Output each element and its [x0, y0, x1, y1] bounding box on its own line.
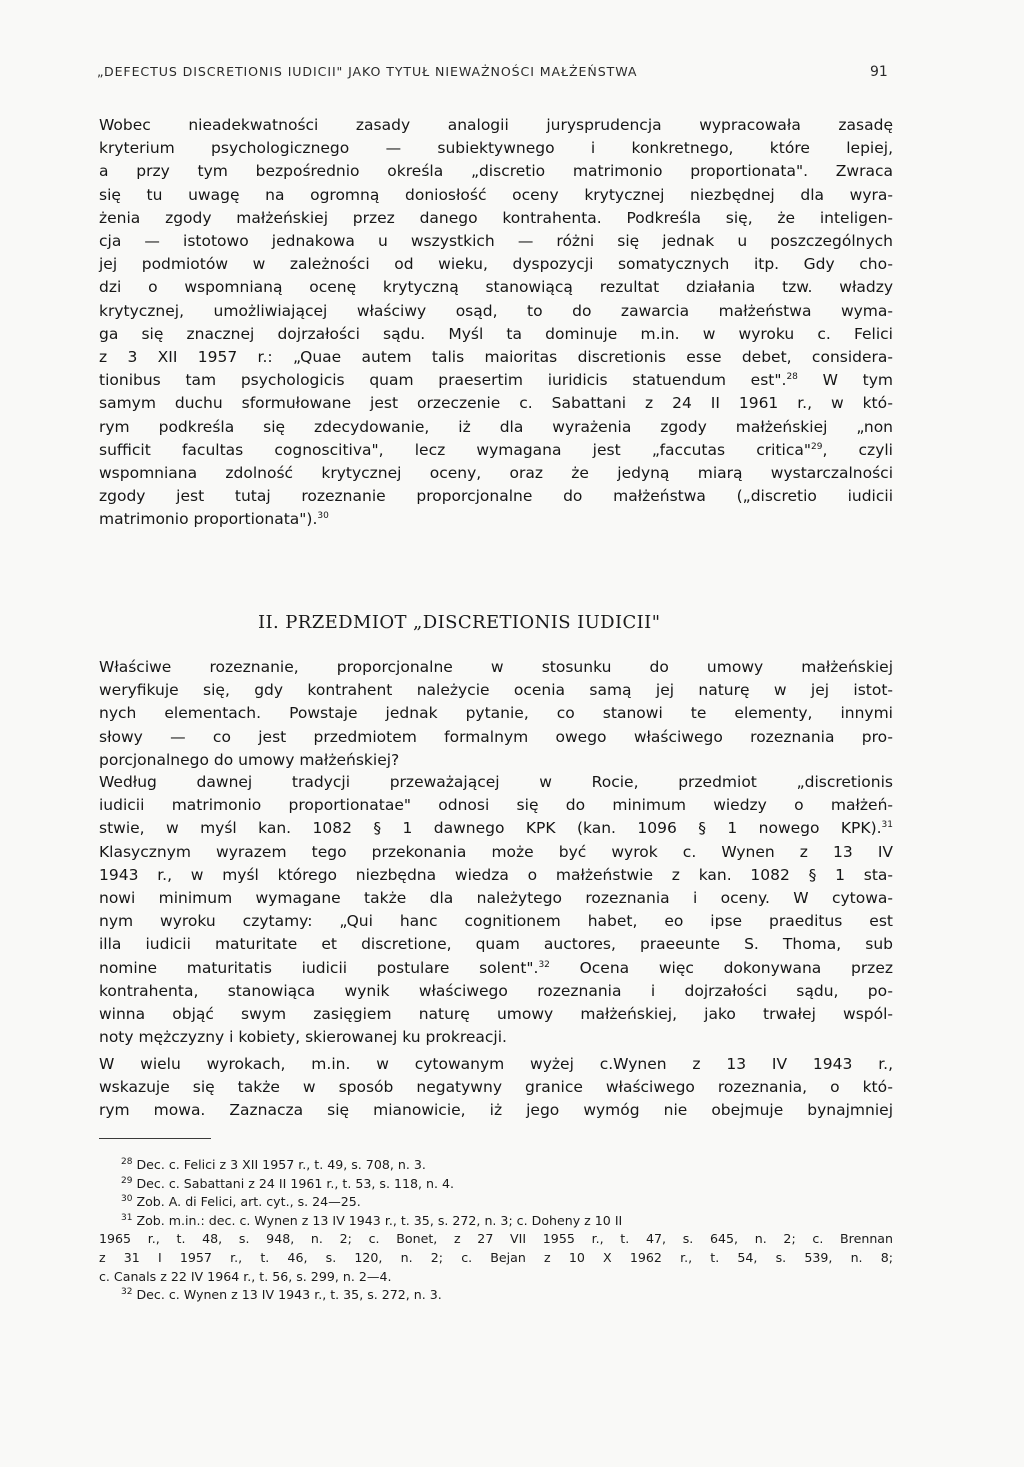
text-line: Właściwe rozeznanie, proporcjonalne w stosunku do umowy małżeńskiej [99, 658, 893, 676]
footnote-text: Dec. c. Felici z 3 XII 1957 r., t. 49, s. 708, n. 3. [132, 1157, 426, 1172]
text-line-part: matrimonio proportionata"). [99, 510, 318, 529]
section-heading: II. PRZEDMIOT „DISCRETIONIS IUDICII" [258, 612, 661, 633]
text-line: rym mowa. Zaznacza się mianowicie, iż jego wymóg nie obejmuje bynajmniej [99, 1101, 893, 1120]
text-line-part: stwie, w myśl kan. 1082 § 1 dawnego KPK (kan. 1096 § 1 nowego KPK). [99, 819, 882, 838]
text-line: ga się znacznej dojrzałości sądu. Myśl ta dominuje m.in. w wyroku c. Felici [99, 324, 893, 343]
text-line [99, 508, 893, 531]
text-line: z 3 XII 1957 r.: „Quae autem talis maioritas discretionis esse debet, considera- [99, 348, 893, 367]
footnote-31-continuation: z 31 I 1957 r., t. 46, s. 120, n. 2; c. Bejan z 10 X 1962 r., t. 54, s. 539, n. 8; [99, 1249, 893, 1265]
footnote-text: Zob. A. di Felici, art. cyt., s. 24—25. [132, 1194, 361, 1210]
text-line: Klasycznym wyrazem tego przekonania może być wyrok c. Wynen z 13 IV [99, 842, 893, 861]
running-head: „DEFECTUS DISCRETIONIS IUDICII" JAKO TYTUŁ NIEWAŻNOŚCI MAŁŻEŃSTWA [97, 64, 638, 79]
footnote-ref-31: 31 [881, 820, 893, 831]
text-line: żenia zgody małżeńskiej przez danego kontrahenta. Podkreśla się, że inteligen- [99, 208, 893, 227]
footnote-ref-32: 32 [538, 959, 550, 970]
text-line: cja — istotowo jednakowa u wszystkich — różni się jednak u poszczególnych [99, 232, 893, 251]
text-line: się tu uwagę na ogromną doniosłość oceny krytycznej niezbędnej dla wyra- [99, 185, 893, 204]
text-line-part: nomine maturitatis iudicii postulare solent". [99, 958, 539, 977]
footnote-number: 28 [121, 1156, 133, 1167]
text-line: wskazuje się także w sposób negatywny granice właściwego rozeznania, o któ- [99, 1078, 893, 1097]
footnote-text: Dec. c. Sabattani z 24 II 1961 r., t. 53, s. 118, n. 4. [132, 1175, 455, 1191]
text-line: noty mężczyzny i kobiety, skierowanej ku prokreacji. [99, 1028, 507, 1047]
footnote-number: 30 [121, 1194, 133, 1204]
footnote-ref-29: 29 [810, 441, 823, 452]
text-line: rym podkreśla się zdecydowanie, iż dla wyrażenia zgody małżeńskiej „non [99, 417, 893, 436]
footnote-number: 29 [121, 1175, 133, 1186]
footnote-31-continuation: c. Canals z 22 IV 1964 r., t. 56, s. 299, n. 2—4. [99, 1268, 392, 1284]
text-line: kontrahenta, stanowiąca wynik właściwego rozeznania i dojrzałości sądu, po- [99, 981, 893, 1000]
text-line: słowy — co jest przedmiotem formalnym owego właściwego rozeznania pro- [99, 727, 893, 746]
footnote-32 [99, 1286, 893, 1305]
text-line: zgody jest tutaj rozeznanie proporcjonalne do małżeństwa („discretio iudicii [99, 487, 893, 506]
text-line-part: Ocena więc dokonywana przez [549, 958, 893, 977]
footnote-31-continuation: 1965 r., t. 48, s. 948, n. 2; c. Bonet, z 27 VII 1955 r., t. 47, s. 645, n. 2; c. Brennan [99, 1231, 893, 1247]
footnote-29 [99, 1175, 893, 1194]
text-line: wspomniana zdolność krytycznej oceny, oraz że jedyną miarą wystarczalności [99, 464, 893, 483]
text-line: Według dawnej tradycji przeważającej w Rocie, przedmiot „discretionis [99, 773, 893, 791]
text-line: jej podmiotów w zależności od wieku, dyspozycji somatycznych itp. Gdy cho- [99, 255, 893, 274]
text-line-part: sufficit facultas cognoscitiva", lecz wymagana jest „faccutas critica" [99, 440, 811, 459]
text-line [99, 957, 893, 980]
footnote-31 [99, 1212, 893, 1231]
paragraph-1 [99, 114, 893, 532]
paragraph-3 [99, 771, 893, 1049]
text-line: dzi o wspomnianą ocenę krytyczną stanowiącą rezultat działania tzw. władzy [99, 278, 893, 297]
footnote-28 [99, 1156, 893, 1175]
text-line: weryfikuje się, gdy kontrahent należycie ocenia samą jej naturę w jej istot- [99, 681, 893, 700]
footnote-divider [99, 1138, 211, 1139]
footnote-text: Zob. m.in.: dec. c. Wynen z 13 IV 1943 r., t. 35, s. 272, n. 3; c. Doheny z 10 II [132, 1212, 623, 1228]
text-line: nym wyroku czytamy: „Qui hanc cognitionem habet, eo ipse praeditus est [99, 912, 893, 931]
text-line: nych elementach. Powstaje jednak pytanie, co stanowi te elementy, innymi [99, 704, 893, 723]
footnote-ref-28: 28 [786, 372, 798, 383]
footnote-text: Dec. c. Wynen z 13 IV 1943 r., t. 35, s. 272, n. 3. [132, 1287, 442, 1303]
text-line: illa iudicii maturitate et discretione, quam auctores, praeeunte S. Thoma, sub [99, 935, 893, 954]
text-line: samym duchu sformułowane jest orzeczenie c. Sabattani z 24 II 1961 r., w któ- [99, 394, 893, 413]
text-line: krytycznej, umożliwiającej właściwy osąd, to do zawarcia małżeństwa wyma- [99, 301, 893, 320]
footnote-ref-30: 30 [317, 511, 329, 522]
footnote-30 [99, 1193, 893, 1212]
footnote-number: 32 [121, 1286, 133, 1297]
page-number: 91 [870, 64, 888, 80]
text-line [99, 439, 893, 462]
text-line: Wobec nieadekwatności zasady analogii jurysprudencja wypracowała zasadę [99, 116, 893, 134]
text-line [99, 817, 893, 840]
text-line-part: tionibus tam psychologicis quam praesertim iuridicis statuendum est". [99, 371, 787, 390]
text-line-part: W tym [797, 371, 893, 390]
text-line: porcjonalnego do umowy małżeńskiej? [99, 750, 400, 769]
text-line: W wielu wyrokach, m.in. w cytowanym wyżej c.Wynen z 13 IV 1943 r., [99, 1055, 893, 1073]
text-line: a przy tym bezpośrednio określa „discretio matrimonio proportionata". Zwraca [99, 162, 893, 181]
text-line-part: , czyli [822, 440, 893, 459]
text-line: nowi minimum wymagane także dla należytego rozeznania i oceny. W cytowa- [99, 889, 893, 908]
paragraph-2 [99, 656, 893, 772]
text-line: kryterium psychologicznego — subiektywnego i konkretnego, które lepiej, [99, 139, 893, 158]
text-line: iudicii matrimonio proportionatae" odnosi się do minimum wiedzy o małżeń- [99, 796, 893, 815]
text-line: 1943 r., w myśl którego niezbędna wiedza o małżeństwie z kan. 1082 § 1 sta- [99, 865, 893, 884]
text-line [99, 369, 893, 392]
footnote-number: 31 [121, 1212, 133, 1223]
text-line: winna objąć swym zasięgiem naturę umowy małżeńskiej, jako trwałej wspól- [99, 1005, 893, 1024]
paragraph-4 [99, 1053, 893, 1123]
footnotes [99, 1156, 893, 1305]
